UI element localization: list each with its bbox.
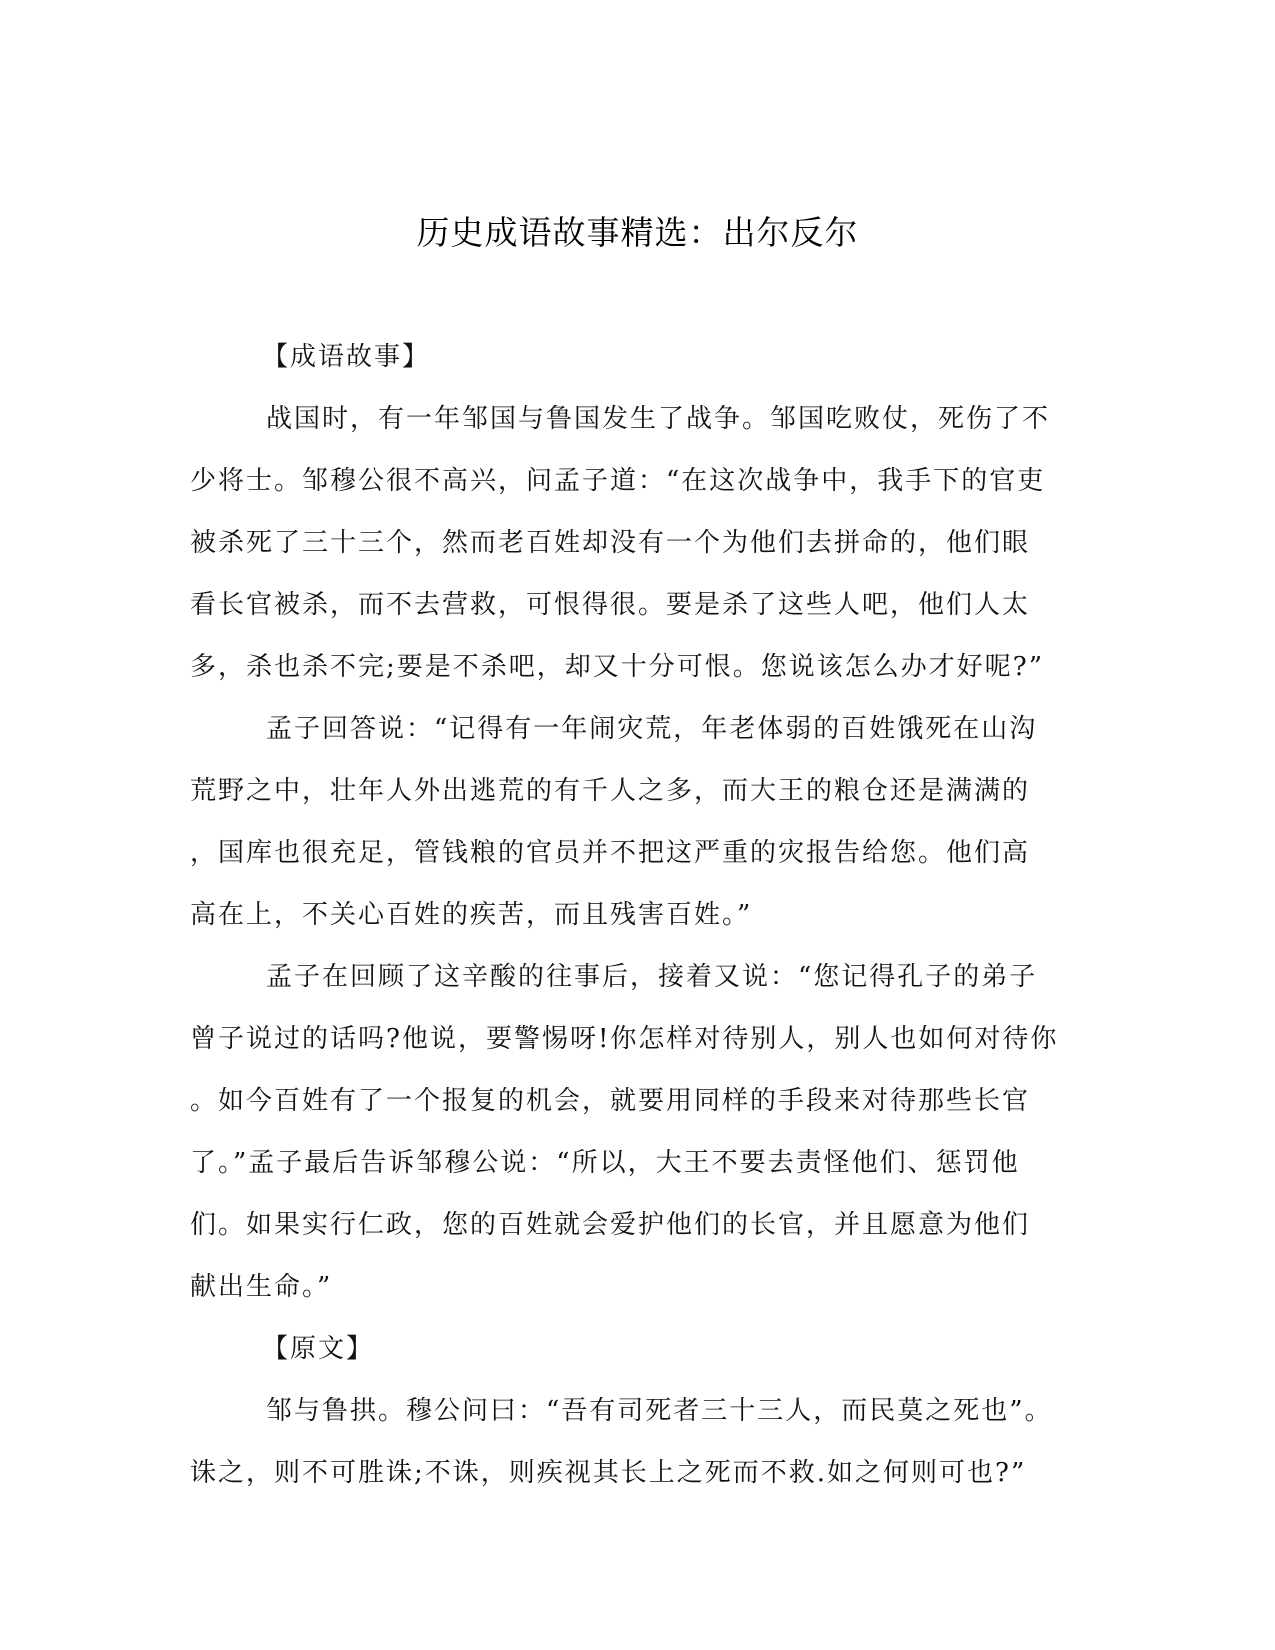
- text-line: 邹与鲁拱。穆公问曰：“吾有司死者三十三人，而民莫之死也”。: [266, 1396, 1053, 1426]
- document-title: 历史成语故事精选：出尔反尔: [416, 213, 859, 252]
- paragraph: [190, 946, 1090, 1318]
- text-line: 被杀死了三十三个，然而老百姓却没有一个为他们去拼命的，他们眼: [190, 528, 1031, 558]
- text-line: 了。”孟子最后告诉邹穆公说：“所以，大王不要去责怪他们、惩罚他: [190, 1148, 1020, 1178]
- text-line: 高在上，不关心百姓的疾苦，而且残害百姓。”: [190, 900, 753, 930]
- section-heading-original: 【原文】: [262, 1334, 375, 1364]
- text-line: 。如今百姓有了一个报复的机会，就要用同样的手段来对待那些长官: [190, 1086, 1031, 1116]
- text-line: 多，杀也杀不完;要是不杀吧，却又十分可恨。您说该怎么办才好呢?”: [190, 652, 1044, 682]
- text-line: 们。如果实行仁政，您的百姓就会爱护他们的长官，并且愿意为他们: [190, 1210, 1031, 1240]
- document-body: [190, 326, 1090, 1504]
- paragraph: [190, 388, 1090, 698]
- paragraph: [190, 1380, 1090, 1504]
- paragraph: [190, 698, 1090, 946]
- text-line: ，国库也很充足，管钱粮的官员并不把这严重的灾报告给您。他们高: [190, 838, 1031, 868]
- text-line: 献出生命。”: [190, 1272, 333, 1302]
- text-line: 孟子回答说：“记得有一年闹灾荒，年老体弱的百姓饿死在山沟: [266, 714, 1038, 744]
- text-line: 少将士。邹穆公很不高兴，问孟子道：“在这次战争中，我手下的官吏: [190, 466, 1046, 496]
- text-line: 诛之，则不可胜诛;不诛，则疾视其长上之死而不救.如之何则可也?”: [190, 1458, 1027, 1488]
- section-heading-story: 【成语故事】: [262, 342, 431, 372]
- text-line: 曾子说过的话吗?他说，要警惕呀!你怎样对待别人，别人也如何对待你: [190, 1024, 1059, 1054]
- text-line: 荒野之中，壮年人外出逃荒的有千人之多，而大王的粮仓还是满满的: [190, 776, 1031, 806]
- text-line: 孟子在回顾了这辛酸的往事后，接着又说：“您记得孔子的弟子: [266, 962, 1038, 992]
- text-line: 看长官被杀，而不去营救，可恨得很。要是杀了这些人吧，他们人太: [190, 590, 1031, 620]
- text-line: 战国时，有一年邹国与鲁国发生了战争。邹国吃败仗，死伤了不: [266, 404, 1051, 434]
